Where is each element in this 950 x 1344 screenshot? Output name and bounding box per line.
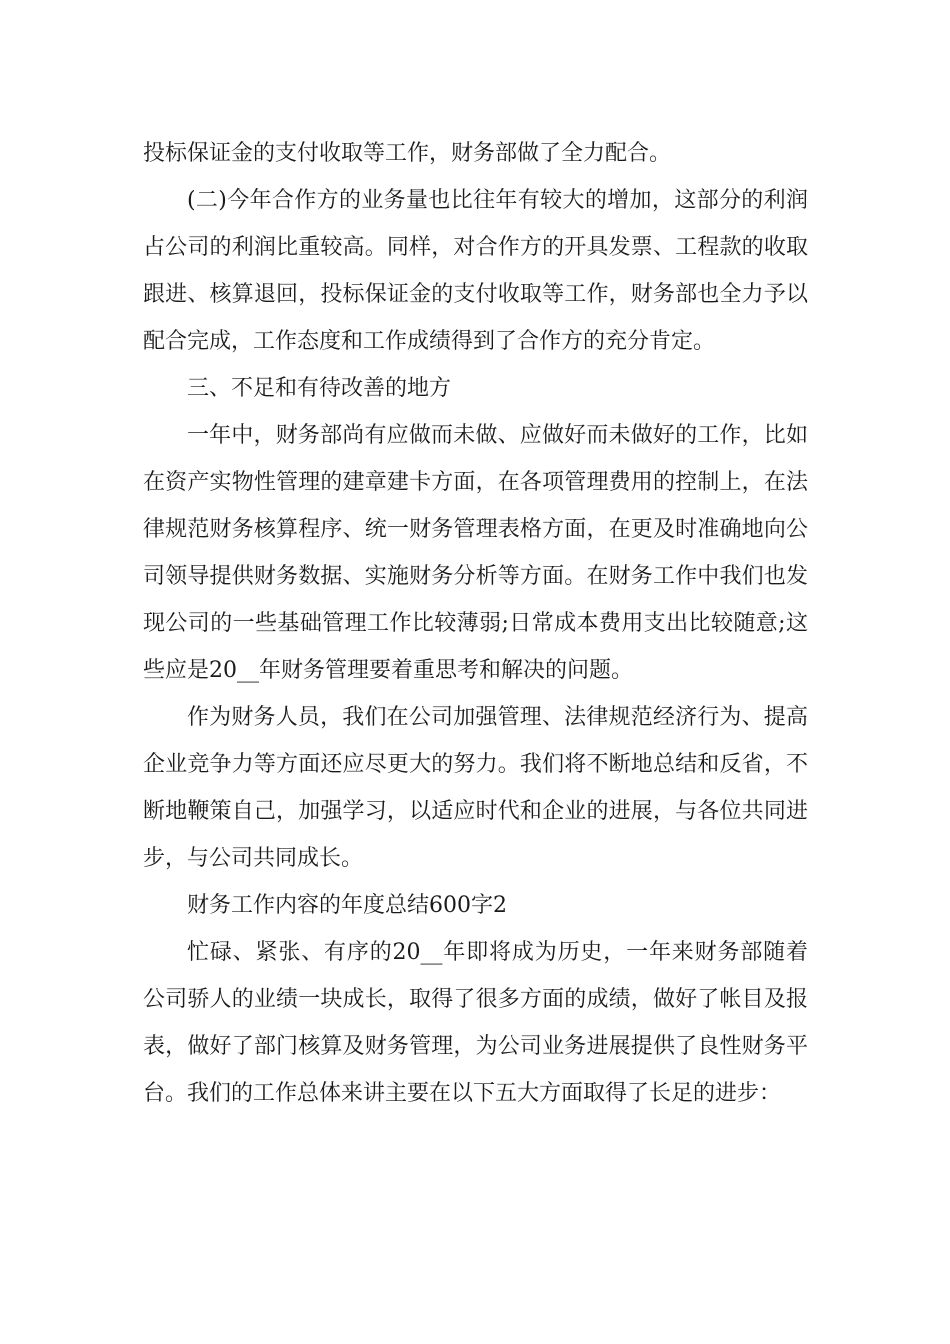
paragraph-shortcomings: 一年中，财务部尚有应做而未做、应做好而未做好的工作，比如在资产实物性管理的建章建卡方面，在各项管理费用的控制上，在法律规范财务核算程序、统一财务管理表格方面，在更及时准确地向公司领导提供财务数据、实施财务分析等方面。在财务工作中我们也发现公司的一些基础管理工作比较薄弱;日常成本费用支出比较随意;这些应是20__年财务管理要着重思考和解决的问题。 (143, 423, 808, 683)
section-title-summary-2: 财务工作内容的年度总结600字2 (187, 893, 507, 918)
paragraph-commitment: 作为财务人员，我们在公司加强管理、法律规范经济行为、提高企业竞争力等方面还应尽更大的努力。我们将不断地总结和反省，不断地鞭策自己，加强学习，以适应时代和企业的进展，与各位共同进步，与公司共同成长。 (143, 705, 808, 871)
paragraph-partner-business: (二)今年合作方的业务量也比往年有较大的增加，这部分的利润占公司的利润比重较高。同样，对合作方的开具发票、工程款的收取跟进、核算退回，投标保证金的支付收取等工作，财务部也全力予以配合完成，工作态度和工作成绩得到了合作方的充分肯定。 (143, 188, 808, 354)
section-heading-shortcomings: 三、不足和有待改善的地方 (187, 376, 452, 401)
document-body (143, 130, 808, 1117)
paragraph-year-review: 忙碌、紧张、有序的20__年即将成为历史，一年来财务部随着公司骄人的业绩一块成长，取得了很多方面的成绩，做好了帐目及报表，做好了部门核算及财务管理，为公司业务进展提供了良性财务平台。我们的工作总体来讲主要在以下五大方面取得了长足的进步： (143, 940, 808, 1106)
paragraph-continuation: 投标保证金的支付收取等工作，财务部做了全力配合。 (143, 141, 672, 166)
